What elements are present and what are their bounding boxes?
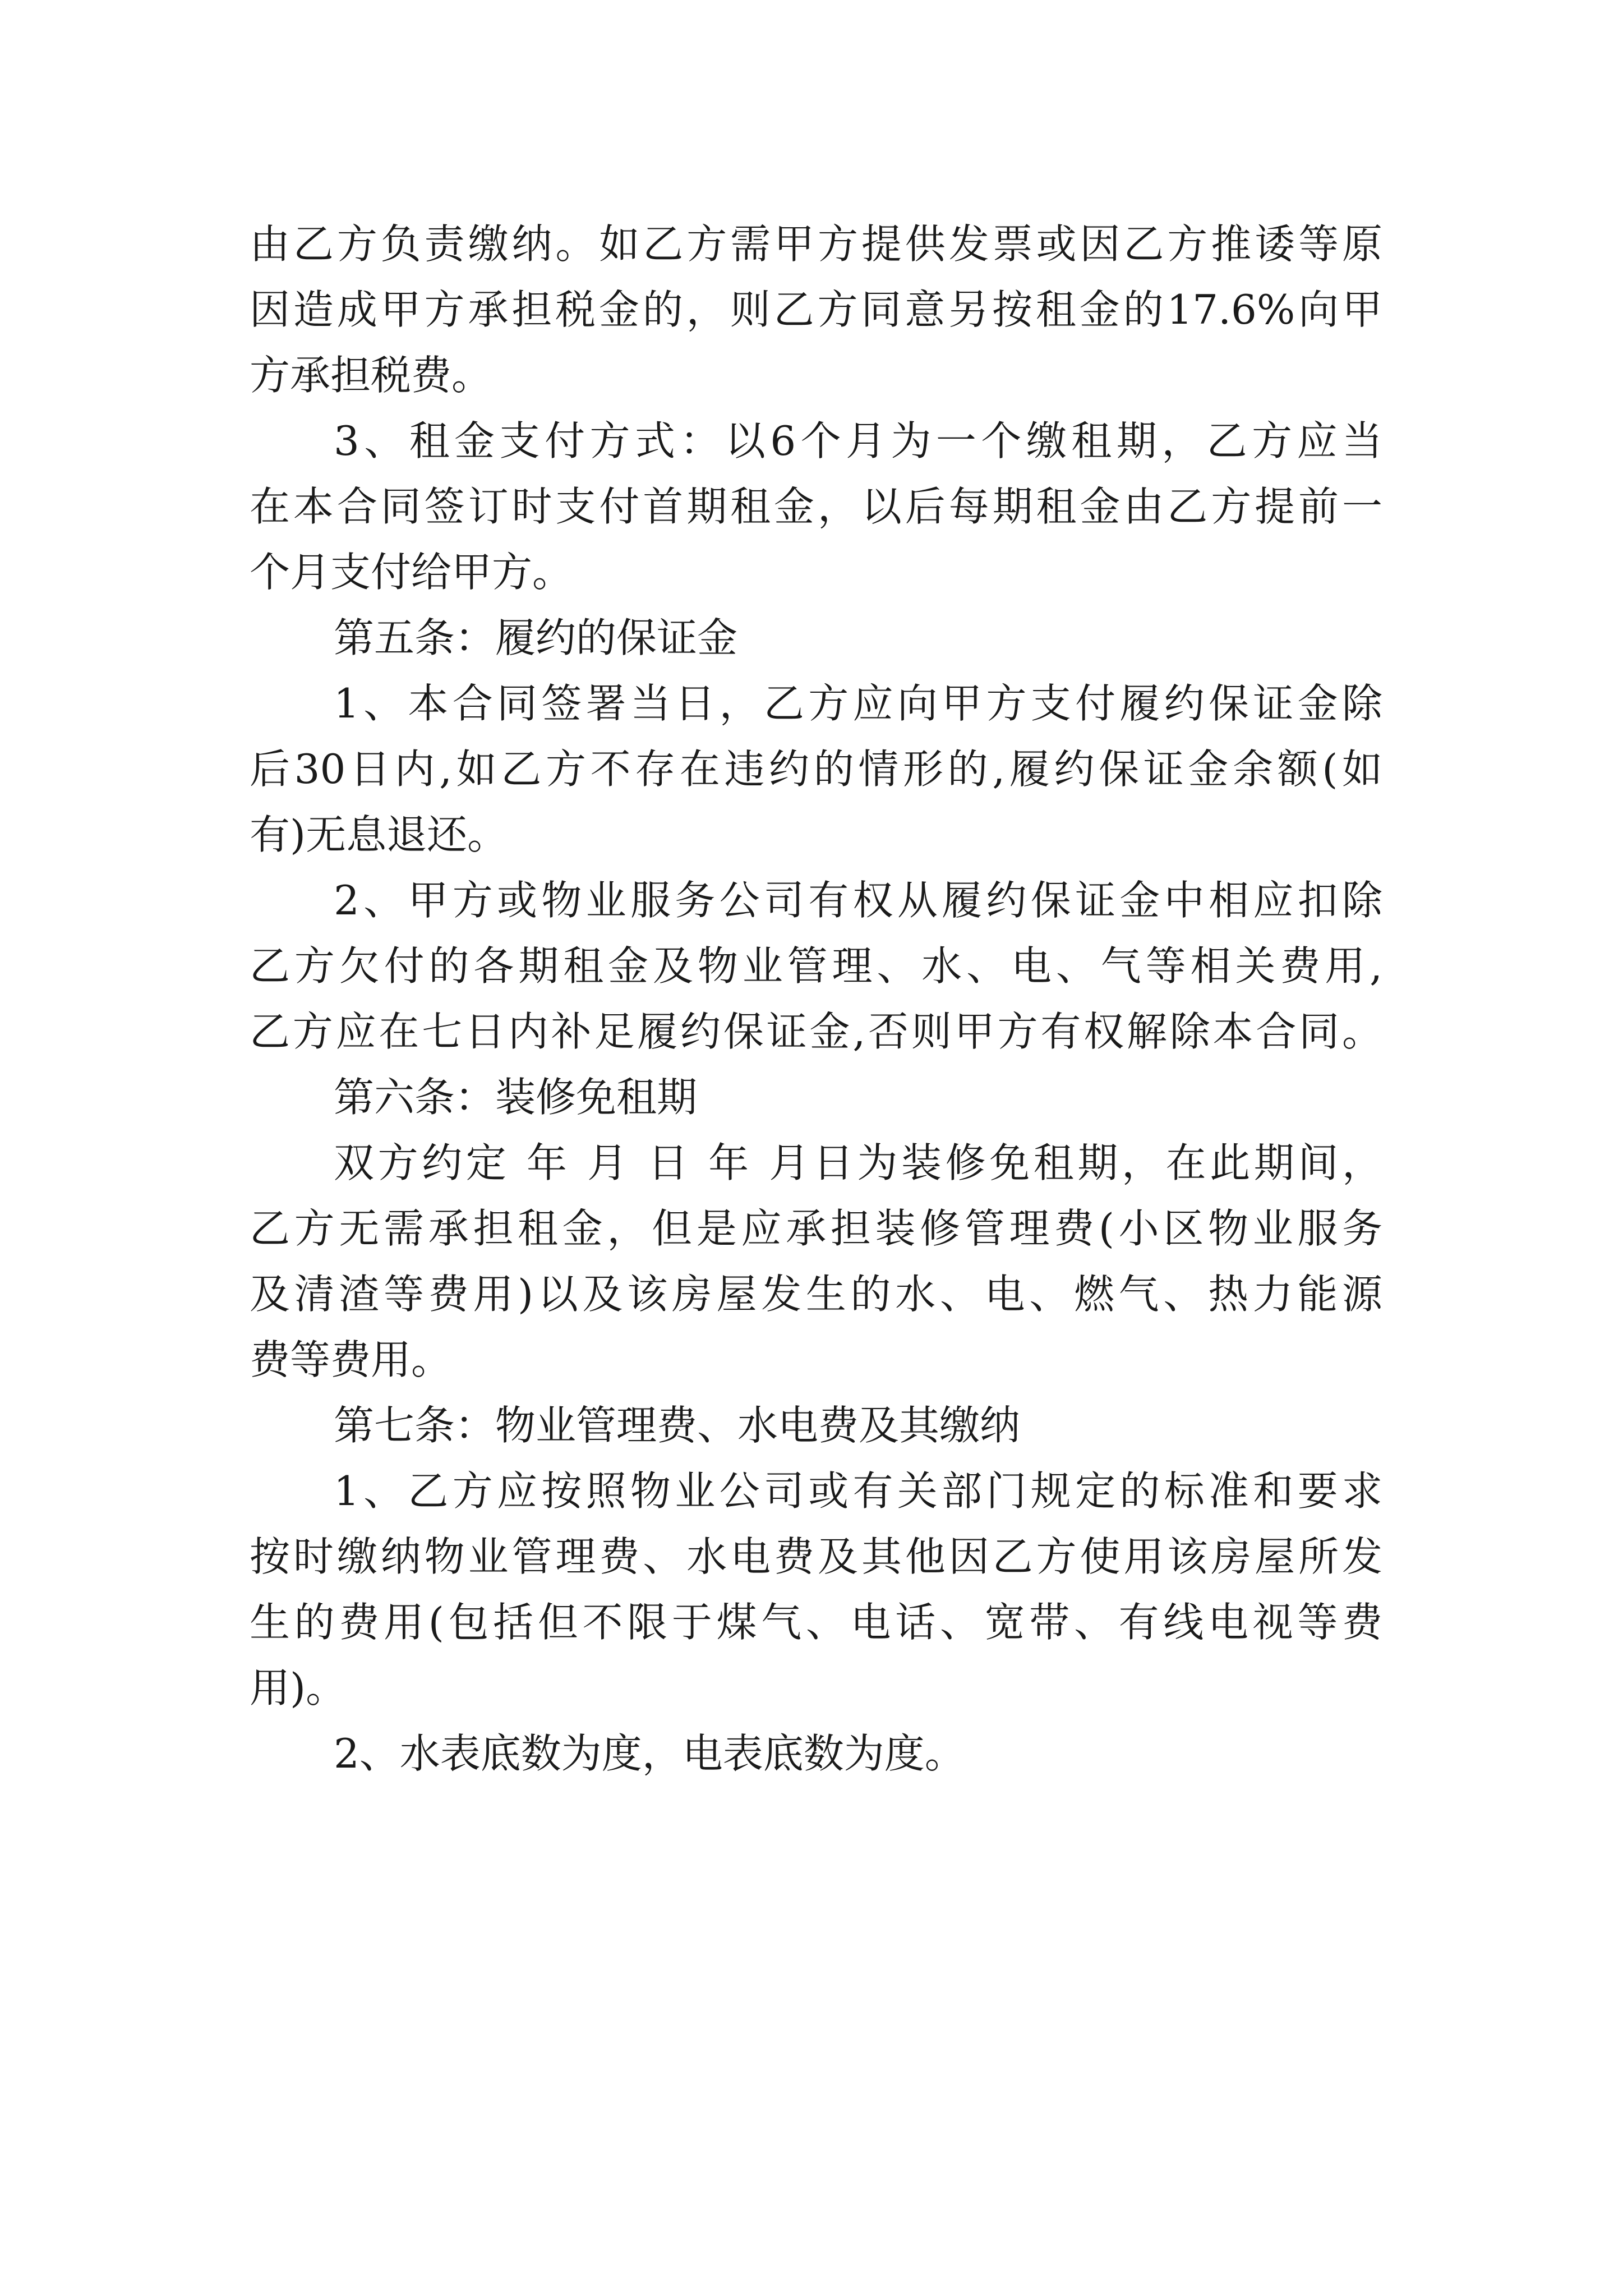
text-line: 用)。 bbox=[250, 1664, 347, 1711]
text-line: 2、甲方或物业服务公司有权从履约保证金中相应扣除 bbox=[334, 877, 1382, 924]
text-line: 1、乙方应按照物业公司或有关部门规定的标准和要求 bbox=[334, 1467, 1382, 1515]
text-line: 由乙方负责缴纳。如乙方需甲方提供发票或因乙方推诿等原 bbox=[250, 220, 1382, 268]
text-line: 因造成甲方承担税金的，则乙方同意另按租金的17.6%向甲 bbox=[250, 286, 1382, 333]
text-line: 1、本合同签署当日，乙方应向甲方支付履约保证金除 bbox=[334, 680, 1382, 727]
text-line: 乙方欠付的各期租金及物业管理、水、电、气等相关费用, bbox=[250, 942, 1382, 990]
text-line: 费等费用。 bbox=[250, 1336, 452, 1383]
text-line: 在本合同签订时支付首期租金，以后每期租金由乙方提前一 bbox=[250, 483, 1382, 530]
text-line: 个月支付给甲方。 bbox=[250, 549, 573, 596]
text-line: 乙方无需承担租金，但是应承担装修管理费(小区物业服务 bbox=[250, 1205, 1382, 1252]
text-line: 生的费用(包括但不限于煤气、电话、宽带、有线电视等费 bbox=[250, 1599, 1382, 1646]
text-line: 及清渣等费用)以及该房屋发生的水、电、燃气、热力能源 bbox=[250, 1271, 1382, 1318]
section-heading: 第六条：装修免租期 bbox=[334, 1074, 698, 1121]
section-heading: 第五条：履约的保证金 bbox=[334, 614, 738, 661]
text-line: 按时缴纳物业管理费、水电费及其他因乙方使用该房屋所发 bbox=[250, 1533, 1382, 1580]
text-line: 方承担税费。 bbox=[250, 352, 492, 399]
document-page bbox=[250, 211, 1382, 1787]
text-line: 3、租金支付方式：以6个月为一个缴租期，乙方应当 bbox=[334, 417, 1382, 464]
section-heading: 第七条：物业管理费、水电费及其缴纳 bbox=[334, 1402, 1021, 1449]
text-line: 2、水表底数为度，电表底数为度。 bbox=[334, 1730, 965, 1777]
text-line: 后30日内,如乙方不存在违约的情形的,履约保证金余额(如 bbox=[250, 746, 1382, 793]
text-line: 有)无息退还。 bbox=[250, 811, 508, 858]
text-line: 乙方应在七日内补足履约保证金,否则甲方有权解除本合同。 bbox=[250, 1008, 1382, 1055]
text-line: 双方约定 年 月 日 年 月日为装修免租期，在此期间， bbox=[334, 1139, 1382, 1186]
